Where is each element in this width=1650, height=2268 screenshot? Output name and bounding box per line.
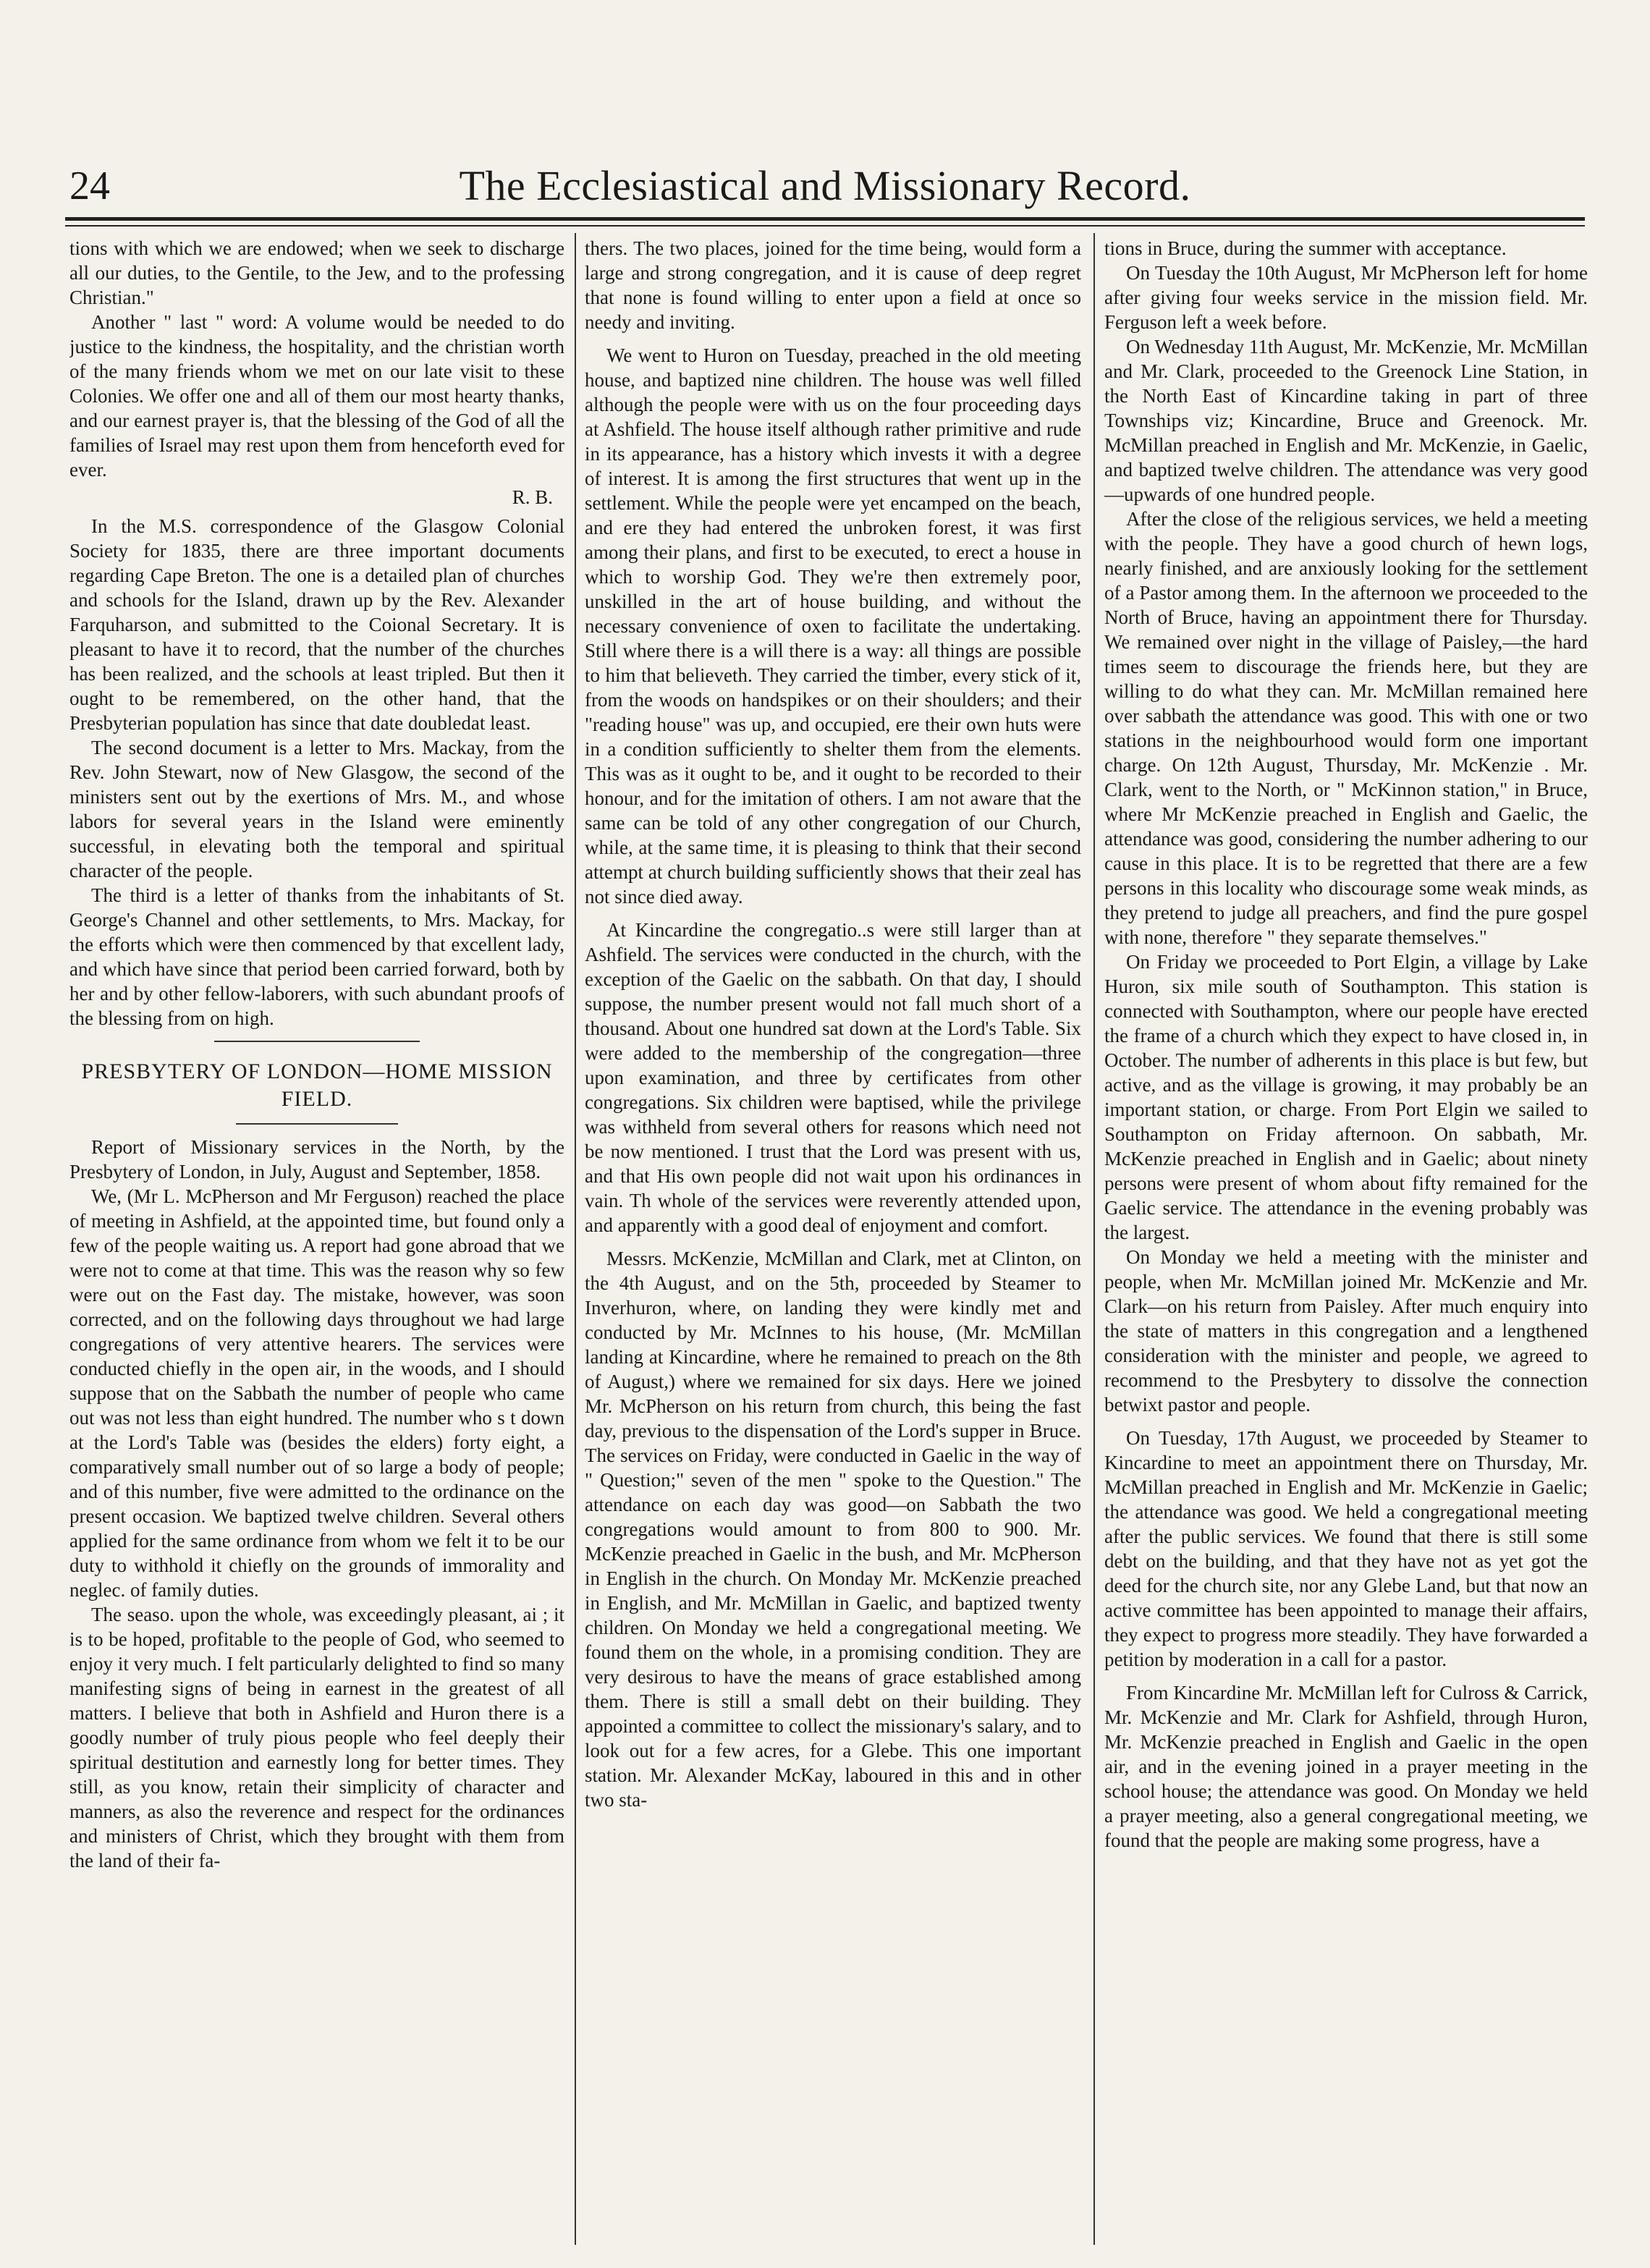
header-rule-thick <box>65 217 1585 221</box>
paragraph-gap <box>585 909 1081 918</box>
paragraph: We went to Huron on Tuesday, preached in the old meeting house, and baptized nine children. The house was well filled although the people were with us on the four proceeding days at Ashfield. The house itself although rather primitive and rude in its appearance, has a history which invests it with a degree of interest. It is among the first structures that went up in the settlement. While the people were yet encamped on the beach, and ere they had entered the unbroken forest, it was first among their plans, and first to be executed, to erect a house in which to worship God. They we're then extremely poor, unskilled in the art of house building, and without the necessary convenience of oxen to facilitate the undertaking. Still where there is a will there is a way: all things are possible to him that believeth. They carried the timber, every stick of it, from the woods on handspikes or on their shoulders; and their "reading house" was up, and occupied, ere their own huts were in a condition sufficiently to shelter them from the elements. This was as it ought to be, and it ought to be recorded to their honour, and for the imitation of others. I am not aware that the same can be told of any other congregation of our Church, while, at the same time, it is pleasing to think that their second attempt at church building sufficiently shows that their zeal has not since died away. <box>585 344 1081 907</box>
page-number: 24 <box>69 164 110 208</box>
column-divider <box>575 233 576 2245</box>
paragraph-gap <box>1104 1672 1588 1680</box>
paragraph: In the M.S. correspondence of the Glasgow Colonial Society for 1835, there are three important documents regarding Cape Breton. The one is a detailed plan of churches and schools for the Island, drawn up by the Rev. Alexander Farquharson, and submitted to the Coional Secretary. It is pleasant to have it to record, that the number of the churches has been realized, and the schools at least tripled. But then it ought to be remembered, on the other hand, that the Presbyterian population has since that date doubledat least. <box>69 515 564 734</box>
paragraph: Report of Missionary services in the North, by the Presbytery of London, in July, August and September, 1858. <box>69 1136 564 1182</box>
column-right <box>1104 236 1588 2241</box>
paragraph: Another " last " word: A volume would be needed to do justice to the kindness, the hospitality, and the christian worth of the many friends whom we met on our late visit to these Colonies. We offer one and all of them our most hearty thanks, and our earnest prayer is, that the blessing of the God of all the families of Israel may rest upon them from henceforth eved for ever. <box>69 311 564 481</box>
paragraph: On Tuesday the 10th August, Mr McPherson left for home after giving four weeks service in the mission field. Mr. Ferguson left a week before. <box>1104 262 1588 333</box>
paragraph: On Tuesday, 17th August, we proceeded by Steamer to Kincardine to meet an appointment there on Thursday, Mr. McMillan preached in English and Mr. McKenzie in Gaelic; the attendance was good. We held a congregational meeting after the public services. We found that there is still some debt on the building, and that they have not as yet got the deed for the church site, nor any Glebe Land, but that now an active committee has been appointed to manage their affairs, they expect to progress more steadily. They have forwarded a petition by moderation in a call for a pastor. <box>1104 1427 1588 1670</box>
running-header <box>65 161 1585 211</box>
paragraph: The seaso. upon the whole, was exceedingly pleasant, ai ; it is to be hoped, profitable to the people of God, who seemed to enjoy it very much. I felt particularly delighted to find so many manifesting signs of being in earnest in the greatest of all matters. I believe that both in Ashfield and Huron there is a goodly number of truly pious people who feel deeply their spiritual destitution and earnestly long for better times. They still, as you know, retain their simplicity of character and manners, as also the reverence and respect for the ordinances and ministers of Christ, which they brought with them from the land of their fa- <box>69 1604 564 1871</box>
journal-title: The Ecclesiastical and Missionary Record. <box>459 162 1191 209</box>
author-signature: R. B. <box>512 486 553 508</box>
paragraph: thers. The two places, joined for the time being, would form a large and strong congregation, and it is cause of deep regret that none is found willing to enter upon a field at once so needy and inviting. <box>585 237 1081 333</box>
paragraph: The third is a letter of thanks from the inhabitants of St. George's Channel and other settlements, to Mrs. Mackay, for the efforts which were then commenced by that excellent lady, and which have since that period been carried forward, both by her and by other fellow-laborers, with such abundant proofs of the blessing from on high. <box>69 884 564 1029</box>
paragraph: At Kincardine the congregatio..s were still larger than at Ashfield. The services were conducted in the church, with the exception of the Gaelic on the sabbath. On that day, I should suppose, the number present would not fall much short of a thousand. About one hundred sat down at the Lord's Table. Six were added to the membership of the congregation—three upon examination, and three by certificates from other congregations. Six children were baptised, while the privilege was withheld from several others for reasons which need not be now mentioned. I trust that the Lord was present with us, and that His own people did not wait upon his ordinances in vain. Th whole of the services were reverently attended upon, and apparently with a good deal of enjoyment and comfort. <box>585 919 1081 1236</box>
section-separator <box>236 1123 398 1125</box>
paragraph-gap <box>585 1237 1081 1246</box>
paragraph: After the close of the religious services, we held a meeting with the people. They have a good church of hewn logs, nearly finished, and are anxiously looking for the settlement of a Pastor among them. In the afternoon we proceeded to the North of Bruce, having an appointment there for Thursday. We remained over night in the village of Paisley,—the hard times seem to discourage the friends here, but they are willing to do what they can. Mr. McMillan remained here over sabbath the attendance was good. This with one or two stations in the neighbourhood would form one important charge. On 12th August, Thursday, Mr. McKenzie . Mr. Clark, went to the North, or " McKinnon station," in Bruce, where Mr McKenzie preached in English and Gaelic, the attendance was good, considering the number adhering to our cause in this place. It is to be regretted that there are a few persons in this locality who discourage some weak minds, as they pretend to judge all preachers, and find the pure gospel with none, therefore " they separate themselves." <box>1104 508 1588 948</box>
paragraph-gap <box>1104 1417 1588 1426</box>
paragraph: Messrs. McKenzie, McMillan and Clark, met at Clinton, on the 4th August, and on the 5th, proceeded by Steamer to Inverhuron, where, on landing they were kindly met and conducted by Mr. McInnes to his house, (Mr. McMillan landing at Kincardine, where he remained to preach on the 8th of August,) where we remained for six days. Here we joined Mr. McPherson on his return from church, this being the fast day, previous to the dispensation of the Lord's supper in Bruce. The services on Friday, were conducted in Gaelic in the way of " Question;" seven of the men " spoke to the Question." The attendance on each day was good—on Sabbath the two congregations would amount to from 800 to 900. Mr. McKenzie preached in Gaelic in the bush, and Mr. McPherson in English in the church. On Monday Mr. McKenzie preached in English, and Mr. McMillan in Gaelic, and baptized twenty children. On Monday we held a congregational meeting. We found them on the whole, in a promising condition. They are very desirous to have the means of grace established among them. There is still a small debt on their building. They appointed a committee to collect the missionary's salary, and to look out for a few acres, for a Glebe. This one important station. Mr. Alexander McKay, laboured in this and in other two sta- <box>585 1248 1081 1811</box>
paragraph: The second document is a letter to Mrs. Mackay, from the Rev. John Stewart, now of New Glasgow, the second of the ministers sent out by the exertions of Mrs. M., and whose labors for several years in the Island were eminently successful, in elevating both the temporal and spiritual character of the people. <box>69 737 564 881</box>
paragraph: We, (Mr L. McPherson and Mr Ferguson) reached the place of meeting in Ashfield, at the appointed time, but found only a few of the people waiting us. A report had gone abroad that we were not to come at that time. This was the reason why so few were out on the Fast day. The mistake, however, was soon corrected, and on the following days throughout we had large congregations of very attentive hearers. The services were conducted chiefly in the open air, in the woods, and I should suppose that on the Sabbath the number of people who came out was not less than eight hundred. The number who s t down at the Lord's Table was (besides the elders) forty eight, a comparatively small number out of so large a body of people; and of this number, five were admitted to the ordinance on the present occasion. We baptized twelve children. Several others applied for the same ordinance from whom we felt it to be our duty to withhold it chiefly on the grounds of immorality and neglec. of family duties. <box>69 1185 564 1601</box>
paragraph: From Kincardine Mr. McMillan left for Culross & Carrick, Mr. McKenzie and Mr. Clark for Ashfield, through Huron, Mr. McKenzie preached in English and Gaelic in the open air, and in the evening joined in a prayer meeting in the school house; the attendance was good. On Monday we held a prayer meeting, also a general congregational meeting, we found that the people are making some progress, have a <box>1104 1682 1588 1851</box>
paragraph-gap <box>585 334 1081 343</box>
paragraph: On Wednesday 11th August, Mr. McKenzie, Mr. McMillan and Mr. Clark, proceeded to the Greenock Line Station, in the North East of Kincardine taking in part of three Townships viz; Kincardine, Bruce and Greenock. Mr. McMillan preached in English and Mr. McKenzie, in Gaelic, and baptized twelve children. The attendance was very good—upwards of one hundred people. <box>1104 336 1588 505</box>
paragraph: tions with which we are endowed; when we seek to discharge all our duties, to the Gentile, to the Jew, and to the professing Christian." <box>69 237 564 308</box>
section-heading: PRESBYTERY OF LONDON—HOME MISSION FIELD. <box>81 1059 553 1111</box>
column-middle <box>585 236 1081 2241</box>
paragraph: On Friday we proceeded to Port Elgin, a village by Lake Huron, six mile south of Southampton. This station is connected with Southampton, where our people have erected the frame of a church which they expect to have closed in, in October. The number of adherents in this place is but few, but active, and as the village is growing, it may probably be an important station, or charge. From Port Elgin we sailed to Southampton on Friday afternoon. On sabbath, Mr. McKenzie preached in English and in Gaelic; about ninety persons were present of whom about fifty remained for the Gaelic service. The attendance in the evening probably was the largest. <box>1104 951 1588 1243</box>
header-rule-thin <box>65 225 1585 227</box>
paragraph: On Monday we held a meeting with the minister and people, when Mr. McMillan joined Mr. McKenzie and Mr. Clark—on his return from Paisley. After much enquiry into the state of matters in this congregation and a lengthened consideration with the minister and people, we agreed to recommend to the Presbytery to dissolve the connection betwixt pastor and people. <box>1104 1246 1588 1416</box>
paragraph: tions in Bruce, during the summer with acceptance. <box>1104 237 1507 259</box>
section-separator <box>214 1041 420 1042</box>
column-divider <box>1093 233 1095 2245</box>
column-left <box>69 236 564 2241</box>
